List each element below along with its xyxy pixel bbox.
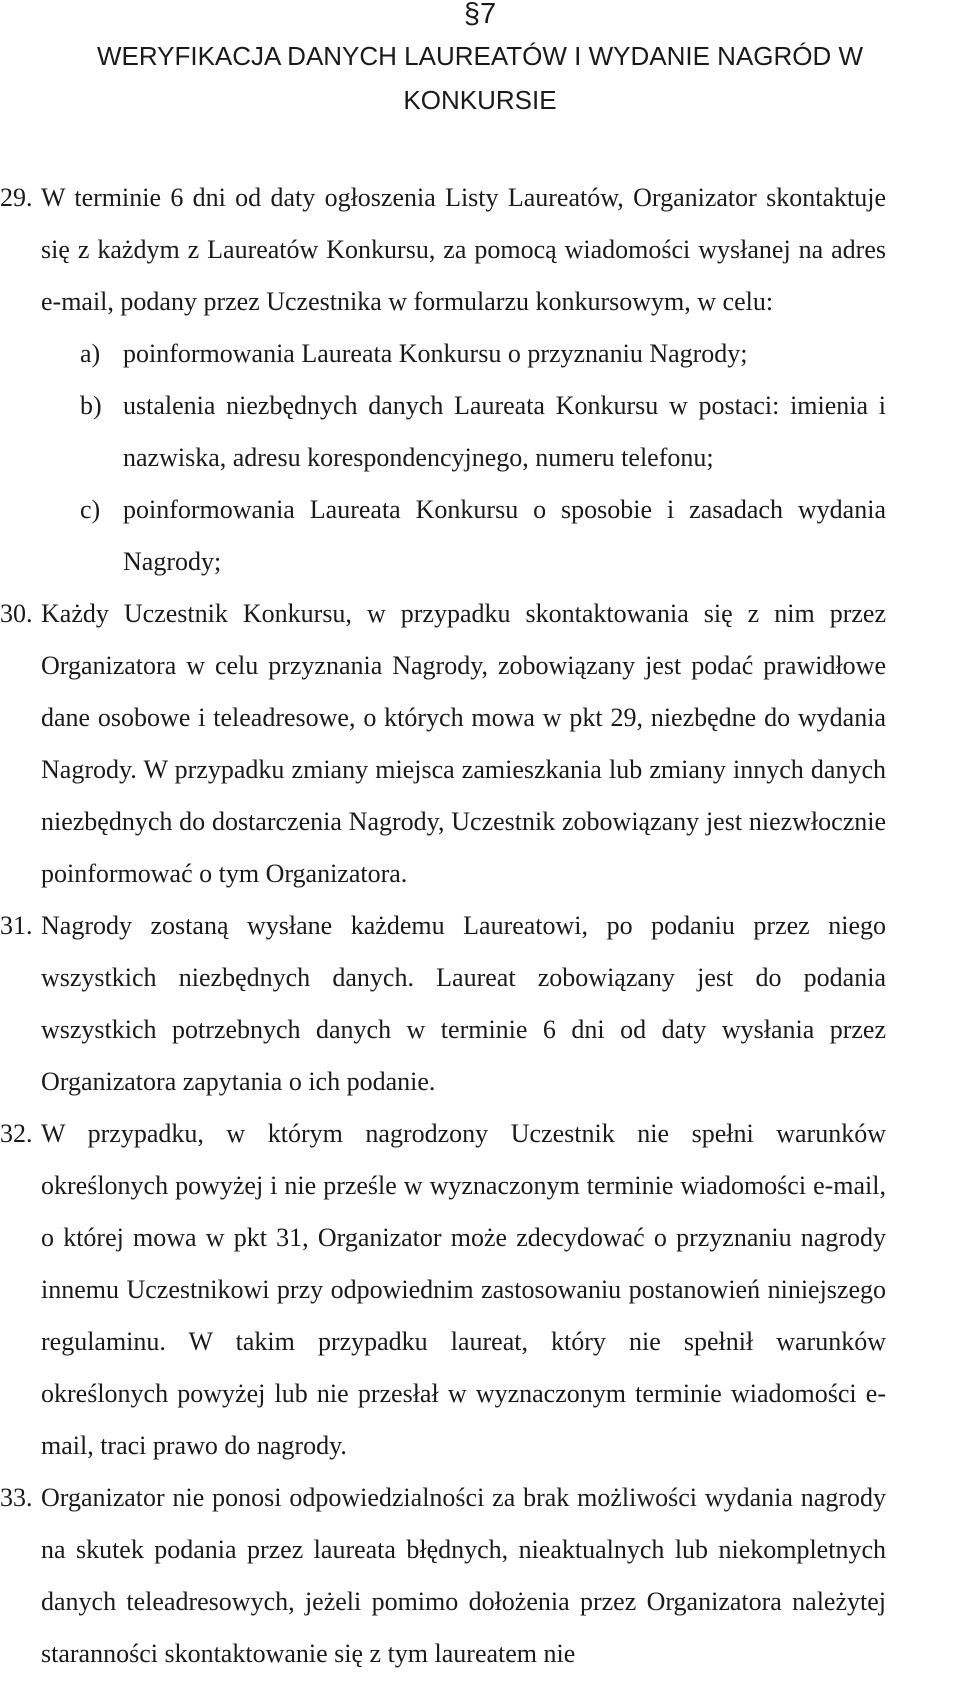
list-item bbox=[0, 484, 960, 588]
list-item-text: poinformowania Laureata Konkursu o przyznaniu Nagrody; bbox=[123, 339, 748, 368]
paragraph-text: Każdy Uczestnik Konkursu, w przypadku skontaktowania się z nim przez Organizatora w celu przyznania Nagrody, zobowiązany jest podać prawidłowe dane osobowe i teleadresowe, o których mowa w pkt 29, niezbędne do wydania Nagrody. W przypadku zmiany miejsca zamieszkania lub zmiany innych danych niezbędnych do dostarczenia Nagrody, Uczestnik zobowiązany jest niezwłocznie poinformować o tym Organizatora. bbox=[41, 599, 886, 888]
list-item bbox=[0, 380, 960, 484]
paragraph-number: 33. bbox=[0, 1483, 33, 1512]
paragraph-number: 31. bbox=[0, 911, 33, 940]
list-item bbox=[0, 328, 960, 380]
paragraph-text: Nagrody zostaną wysłane każdemu Laureatowi, po podaniu przez niego wszystkich niezbędnych danych. Laureat zobowiązany jest do podania wszystkich potrzebnych danych w terminie 6 dni od daty wysłania przez Organizatora zapytania o ich podanie. bbox=[41, 911, 886, 1096]
list-item-text: ustalenia niezbędnych danych Laureata Konkursu w postaci: imienia i nazwiska, adresu korespondencyjnego, numeru telefonu; bbox=[123, 391, 886, 472]
section-number: §7 bbox=[463, 0, 497, 30]
paragraph-29-list bbox=[0, 328, 960, 588]
list-item-letter: b) bbox=[80, 391, 102, 420]
paragraph-text: Organizator nie ponosi odpowiedzialności za brak możliwości wydania nagrody na skutek podania przez laureata błędnych, nieaktualnych lub niekompletnych danych teleadresowych, jeżeli pomimo dołożenia przez Organizatora należytej staranności skontaktowanie się z tym laureatem nie bbox=[41, 1483, 886, 1668]
paragraph-text: W terminie 6 dni od daty ogłoszenia Listy Laureatów, Organizator skontaktuje się z każdym z Laureatów Konkursu, za pomocą wiadomości wysłanej na adres e-mail, podany przez Uczestnika w formularzu konkursowym, w celu: bbox=[41, 183, 886, 316]
list-item-letter: c) bbox=[80, 495, 101, 524]
paragraph-text: W przypadku, w którym nagrodzony Uczestnik nie spełni warunków określonych powyżej i nie prześle w wyznaczonym terminie wiadomości e-mail, o której mowa w pkt 31, Organizator może zdecydować o przyznaniu nagrody innemu Uczestnikowi przy odpowiednim zastosowaniu postanowień niniejszego regulaminu. W takim przypadku laureat, który nie spełnił warunków określonych powyżej lub nie przesłał w wyznaczonym terminie wiadomości e-mail, traci prawo do nagrody. bbox=[41, 1119, 886, 1460]
paragraph-32 bbox=[0, 1108, 960, 1472]
paragraph-29 bbox=[0, 172, 960, 328]
section-heading: WERYFIKACJA DANYCH LAUREATÓW I WYDANIE NAGRÓD W KONKURSIE bbox=[96, 41, 864, 115]
paragraph-number: 30. bbox=[0, 599, 33, 628]
list-item-text: poinformowania Laureata Konkursu o sposobie i zasadach wydania Nagrody; bbox=[123, 495, 886, 576]
paragraph-number: 29. bbox=[0, 183, 33, 212]
paragraph-number: 32. bbox=[0, 1119, 33, 1148]
list-item-letter: a) bbox=[80, 339, 101, 368]
paragraph-33 bbox=[0, 1472, 960, 1680]
paragraph-30 bbox=[0, 588, 960, 900]
paragraph-31 bbox=[0, 900, 960, 1108]
document-body bbox=[0, 172, 960, 1680]
